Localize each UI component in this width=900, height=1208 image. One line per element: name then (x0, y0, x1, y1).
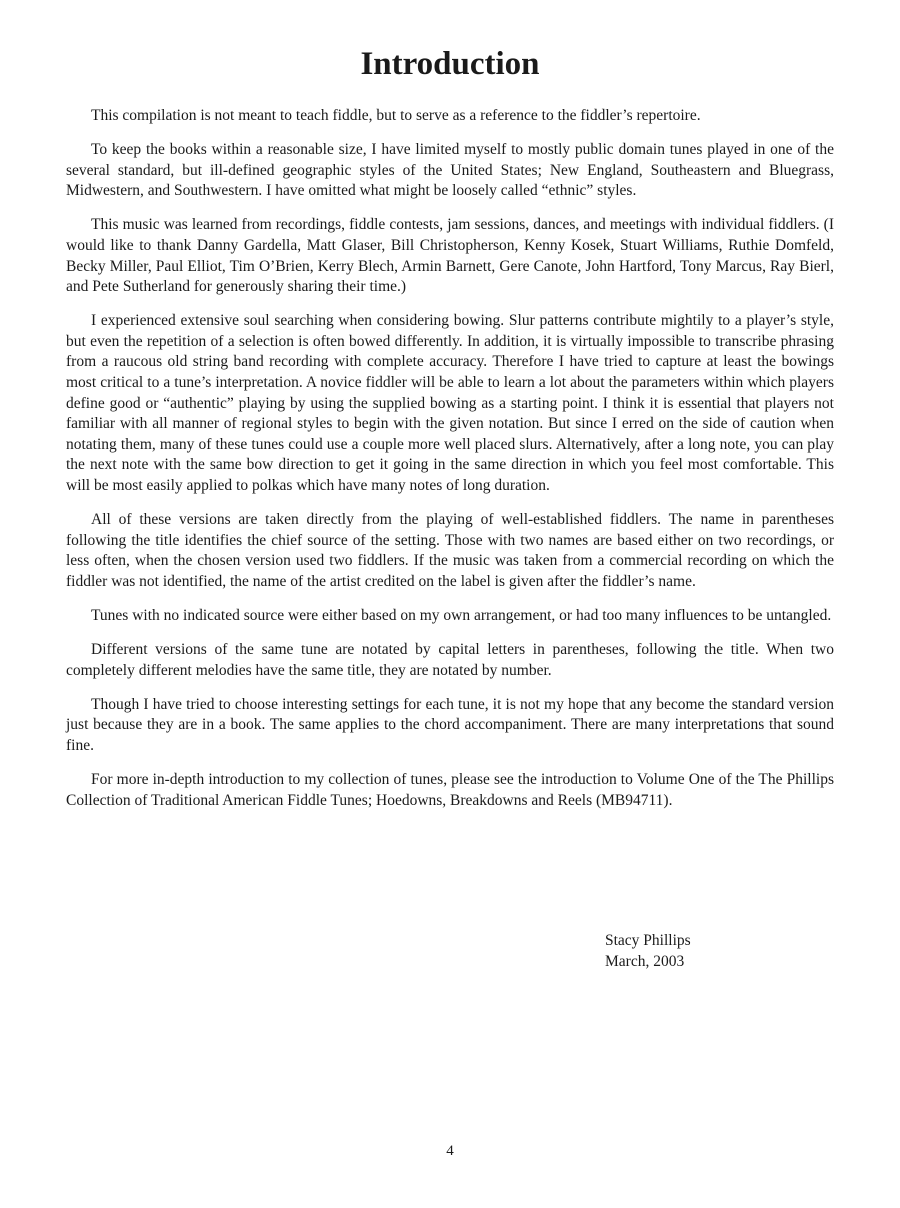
paragraph: For more in-depth introduction to my collection of tunes, please see the introduction to Volume One of the The Phillips Collection of Traditional American Fiddle Tunes; Hoedowns, Breakdowns and Reels (MB94711). (66, 771, 834, 809)
signature-block (605, 931, 691, 972)
paragraph: Different versions of the same tune are notated by capital letters in parentheses, following the title. When two completely different melodies have the same title, they are notated by number. (66, 641, 834, 679)
signature-date: March, 2003 (605, 952, 685, 970)
paragraph: Tunes with no indicated source were either based on my own arrangement, or had too many influences to be untangled. (91, 606, 832, 624)
paragraph: I experienced extensive soul searching when considering bowing. Slur patterns contribute mightily to a player’s style, but even the repetition of a selection is often bowed differently. In addition, it is virtually impossible to transcribe phrasing from a raucous old string band recording with complete accuracy. Therefore I have tried to capture at least the bowings most critical to a tune’s interpretation. A novice fiddler will be able to learn a lot about the parameters within which players define good or “authentic” playing by using the supplied bowing as a starting point. I think it is essential that players not familiar with all manner of regional styles to begin with the given notation. But since I erred on the side of caution when notating them, many of these tunes could use a couple more well placed slurs. Alternatively, after a long note, you can play the next note with the same bow direction to get it going in the same direction in which you feel most comfortable. This will be most easily applied to polkas which have many notes of long duration. (66, 312, 834, 494)
paragraph: This compilation is not meant to teach fiddle, but to serve as a reference to the fiddler’s repertoire. (91, 107, 701, 124)
paragraph: All of these versions are taken directly from the playing of well-established fiddlers. The name in parentheses following the title identifies the chief source of the setting. Those with two names are based either on two recordings, or less often, when the chosen version used two fiddlers. If the music was taken from a commercial recording on which the fiddler was not identified, the name of the artist credited on the label is given after the fiddler’s name. (66, 511, 834, 590)
paragraph: Though I have tried to choose interesting settings for each tune, it is not my hope that any become the standard version just because they are in a book. The same applies to the chord accompaniment. There are many interpretations that sound fine. (66, 695, 834, 754)
introduction-body (66, 106, 834, 825)
page-number: 4 (446, 1143, 454, 1159)
paragraph: To keep the books within a reasonable size, I have limited myself to mostly public domain tunes played in one of the several standard, but ill-defined geographic styles of the United States; New England, Southeastern and Bluegrass, Midwestern, and Southwestern. I have omitted what might be loosely called “ethnic” styles. (66, 141, 834, 200)
author-name: Stacy Phillips (605, 932, 691, 949)
page-title: Introduction (360, 46, 540, 82)
paragraph: This music was learned from recordings, fiddle contests, jam sessions, dances, and meetings with individual fiddlers. (I would like to thank Danny Gardella, Matt Glaser, Bill Christopherson, Kenny Kosek, Stuart Williams, Ruthie Domfeld, Becky Miller, Paul Elliot, Tim O’Brien, Kerry Blech, Armin Barnett, Gere Canote, John Hartford, Tony Marcus, Ray Bierl, and Pete Sutherland for generously sharing their time.) (66, 216, 834, 296)
